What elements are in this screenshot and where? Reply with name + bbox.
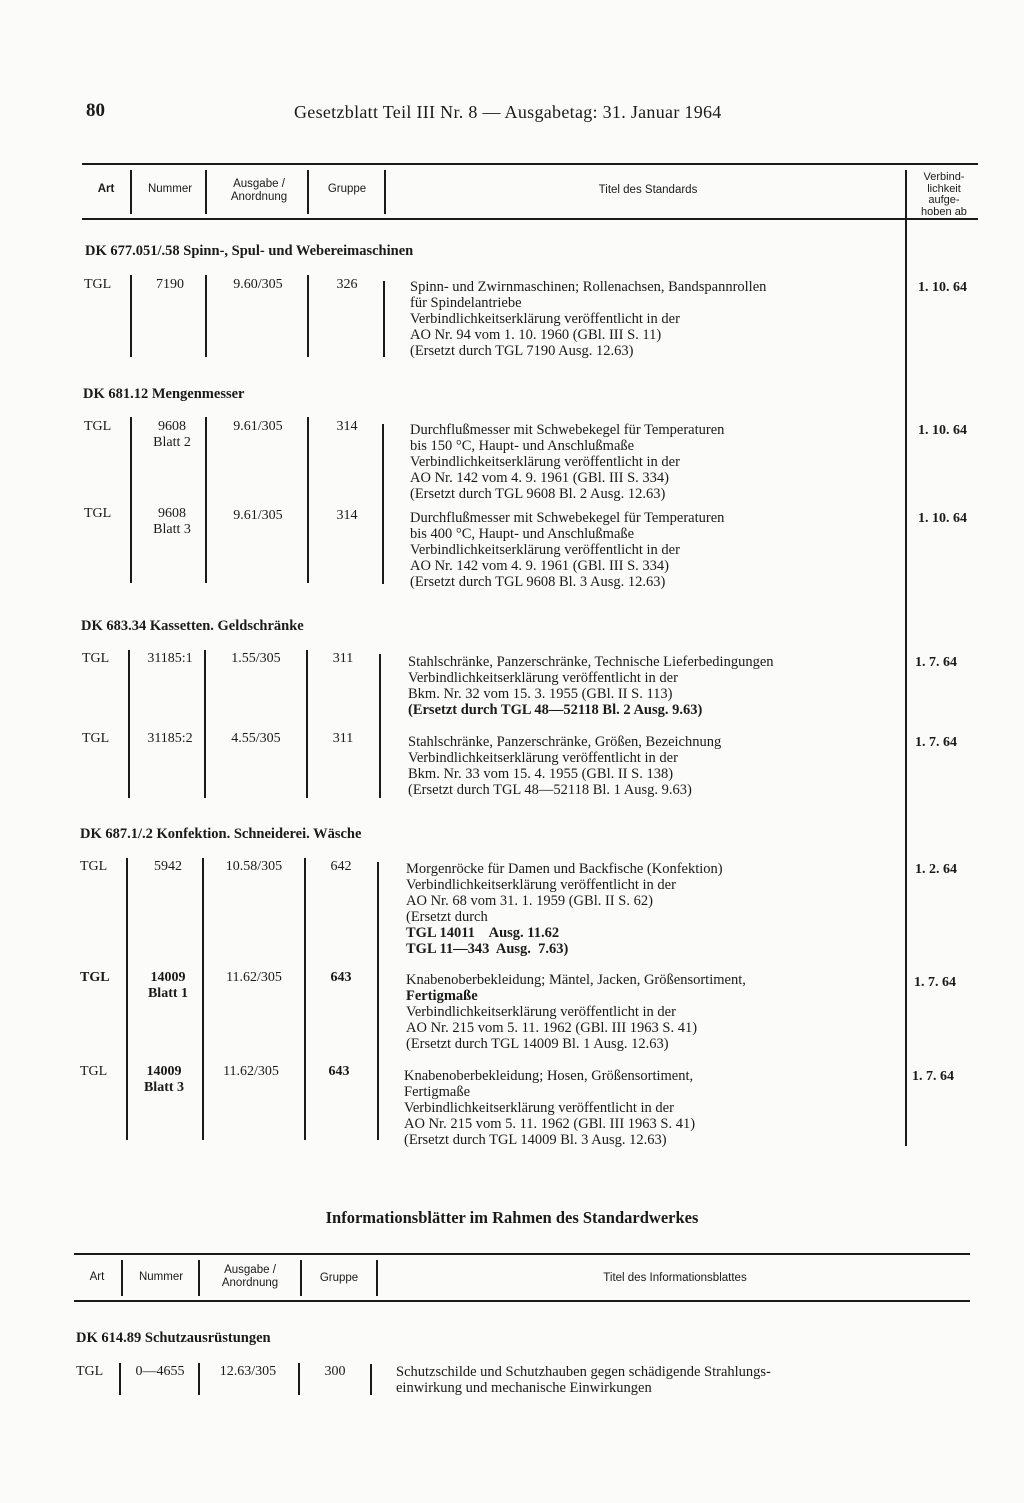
cell-nummer: 14009 Blatt 3 xyxy=(143,1064,185,1095)
cell-art: TGL xyxy=(80,859,108,874)
th-gruppe: Gruppe xyxy=(327,183,367,195)
cell-nummer: 5942 xyxy=(154,859,182,874)
cell-gruppe: 314 xyxy=(336,508,358,523)
table2-top-rule xyxy=(74,1253,970,1255)
th-art: Art xyxy=(97,183,115,195)
cell-nummer: 7190 xyxy=(156,277,184,292)
th2-art: Art xyxy=(89,1271,105,1283)
column-line xyxy=(382,424,384,584)
cell-nummer: 9608 Blatt 3 xyxy=(153,506,191,537)
cell-date: 1. 7. 64 xyxy=(915,655,957,670)
cell-titel: Stahlschränke, Panzerschränke, Größen, Bezeichnung Verbindlichkeitserklärung veröffentlicht in der Bkm. Nr. 33 vom 15. 4. 1955 (GBl. II S. 138) (Ersetzt durch TGL 48—52118 Bl. 1 Ausg. 9.63) xyxy=(408,734,722,798)
column-line xyxy=(379,654,381,798)
section-heading: DK 677.051/.58 Spinn-, Spul- und Webereimaschinen xyxy=(85,243,414,259)
th2-nummer: Nummer xyxy=(138,1271,184,1283)
column-line xyxy=(130,275,132,357)
cell-titel: Morgenröcke für Damen und Backfische (Konfektion) Verbindlichkeitserklärung veröffentlicht in der AO Nr. 68 vom 31. 1. 1959 (GBl. II S. 62) (Ersetzt durch TGL 14011 Ausg. 11.62 TGL 11—343 Ausg. 7.63) xyxy=(406,861,723,957)
cell-date: 1. 10. 64 xyxy=(918,511,967,526)
column-line xyxy=(304,858,306,1140)
cell-nummer: 31185:2 xyxy=(147,731,193,746)
cell-date: 1. 7. 64 xyxy=(914,975,956,990)
cell-date: 1. 7. 64 xyxy=(912,1069,954,1084)
page-header-title: Gesetzblatt Teil III Nr. 8 — Ausgabetag: 31. Januar 1964 xyxy=(294,102,722,122)
table2-header-divider xyxy=(376,1260,378,1296)
th-titel: Titel des Standards xyxy=(598,184,698,196)
cell-art: TGL xyxy=(84,419,112,434)
cell-ausgabe: 12.63/305 xyxy=(219,1364,277,1379)
cell-nummer: 31185:1 xyxy=(147,651,193,666)
column-line xyxy=(205,417,207,583)
cell-art: TGL xyxy=(84,277,112,292)
cell-ausgabe: 10.58/305 xyxy=(225,859,283,874)
column-line xyxy=(205,275,207,357)
cell-titel: Spinn- und Zwirnmaschinen; Rollenachsen, Bandspannrollen für Spindelantriebe Verbindlichkeitserklärung veröffentlicht in der AO Nr. 94 vom 1. 10. 1960 (GBl. III S. 11) (Ersetzt durch TGL 7190 Ausg. 12.63) xyxy=(410,279,767,359)
cell-art: TGL xyxy=(82,731,110,746)
cell-art: TGL xyxy=(82,651,110,666)
cell-art: TGL xyxy=(84,506,112,521)
cell-gruppe: 643 xyxy=(328,1064,350,1079)
th2-ausgabe: Ausgabe / Anordnung xyxy=(221,1264,279,1289)
cell-ausgabe: 9.60/305 xyxy=(233,277,283,292)
section-heading: DK 681.12 Mengenmesser xyxy=(83,386,245,402)
th-nummer: Nummer xyxy=(147,183,193,195)
cell-date: 1. 2. 64 xyxy=(915,862,957,877)
cell-date: 1. 10. 64 xyxy=(918,423,967,438)
cell-gruppe: 643 xyxy=(330,970,352,985)
info-heading: Informationsblätter im Rahmen des Standardwerkes xyxy=(325,1208,699,1227)
column-line xyxy=(307,417,309,583)
page-number: 80 xyxy=(86,100,105,121)
column-line xyxy=(130,417,132,583)
cell-date: 1. 7. 64 xyxy=(915,735,957,750)
cell-ausgabe: 1.55/305 xyxy=(231,651,281,666)
table2-header-divider xyxy=(198,1260,200,1296)
cell-gruppe: 311 xyxy=(332,731,354,746)
cell-nummer: 0—4655 xyxy=(135,1364,185,1379)
cell-gruppe: 314 xyxy=(336,419,358,434)
column-line xyxy=(204,650,206,798)
cell-gruppe: 642 xyxy=(330,859,352,874)
cell-titel: Durchflußmesser mit Schwebekegel für Temperaturen bis 400 °C, Haupt- und Anschlußmaße Verbindlichkeitserklärung veröffentlicht in der AO Nr. 142 vom 4. 9. 1961 (GBl. III S. 334) (Ersetzt durch TGL 9608 Bl. 3 Ausg. 12.63) xyxy=(410,510,725,590)
table2-header-bottom-rule xyxy=(74,1300,970,1302)
cell-nummer: 14009 Blatt 1 xyxy=(147,970,189,1001)
cell-ausgabe: 9.61/305 xyxy=(233,508,283,523)
column-line xyxy=(370,1364,372,1395)
cell-gruppe: 326 xyxy=(336,277,358,292)
cell-ausgabe: 11.62/305 xyxy=(223,1064,279,1079)
cell-titel: Stahlschränke, Panzerschränke, Technische Lieferbedingungen Verbindlichkeitserklärung veröffentlicht in der Bkm. Nr. 32 vom 15. 3. 1955 (GBl. II S. 113) (Ersetzt durch TGL 48—52118 Bl. 2 Ausg. 9.63) xyxy=(408,654,774,718)
cell-titel: Knabenoberbekleidung; Mäntel, Jacken, Größensortiment, Fertigmaße Verbindlichkeitserklärung veröffentlicht in der AO Nr. 215 vom 5. 11. 1962 (GBl. III 1963 S. 41) (Ersetzt durch TGL 14009 Bl. 1 Ausg. 12.63) xyxy=(406,972,746,1052)
column-line xyxy=(377,862,379,1140)
column-line xyxy=(126,858,128,1140)
cell-nummer: 9608 Blatt 2 xyxy=(153,419,191,450)
column-line xyxy=(306,650,308,798)
table1-header-divider xyxy=(384,170,386,214)
cell-art: TGL xyxy=(80,970,110,985)
cell-titel: Schutzschilde und Schutzhauben gegen schädigende Strahlungs- einwirkung und mechanische Einwirkungen xyxy=(396,1364,771,1396)
section-heading: DK 614.89 Schutzausrüstungen xyxy=(76,1330,271,1346)
cell-ausgabe: 11.62/305 xyxy=(226,970,282,985)
column-line xyxy=(119,1363,121,1395)
cell-titel: Knabenoberbekleidung; Hosen, Größensortiment, Fertigmaße Verbindlichkeitserklärung veröffentlicht in der AO Nr. 215 vom 5. 11. 1962 (GBl. III 1963 S. 41) (Ersetzt durch TGL 14009 Bl. 3 Ausg. 12.63) xyxy=(404,1068,696,1148)
table1-top-rule xyxy=(82,163,978,165)
th-ausgabe: Ausgabe / Anordnung xyxy=(230,178,288,203)
column-line xyxy=(383,281,385,357)
th2-titel: Titel des Informationsblattes xyxy=(603,1272,747,1284)
table1-header-divider xyxy=(130,170,132,214)
th2-gruppe: Gruppe xyxy=(319,1272,359,1284)
th-verbindlichkeit: Verbind- lichkeit aufge- hoben ab xyxy=(921,171,967,218)
section-heading: DK 683.34 Kassetten. Geldschränke xyxy=(81,618,304,634)
table2-header-divider xyxy=(121,1260,123,1296)
cell-titel: Durchflußmesser mit Schwebekegel für Temperaturen bis 150 °C, Haupt- und Anschlußmaße Verbindlichkeitserklärung veröffentlicht in der AO Nr. 142 vom 4. 9. 1961 (GBl. III S. 334) (Ersetzt durch TGL 9608 Bl. 2 Ausg. 12.63) xyxy=(410,422,725,502)
table1-header-divider xyxy=(307,170,309,214)
cell-gruppe: 300 xyxy=(324,1364,346,1379)
table1-date-column-line xyxy=(905,170,907,1146)
column-line xyxy=(128,650,130,798)
cell-gruppe: 311 xyxy=(332,651,354,666)
cell-art: TGL xyxy=(76,1364,104,1379)
cell-ausgabe: 9.61/305 xyxy=(233,419,283,434)
cell-ausgabe: 4.55/305 xyxy=(231,731,281,746)
cell-date: 1. 10. 64 xyxy=(918,280,967,295)
section-heading: DK 687.1/.2 Konfektion. Schneiderei. Wäsche xyxy=(80,826,362,842)
column-line xyxy=(307,275,309,357)
cell-art: TGL xyxy=(80,1064,108,1079)
table1-header-bottom-rule xyxy=(82,218,978,220)
